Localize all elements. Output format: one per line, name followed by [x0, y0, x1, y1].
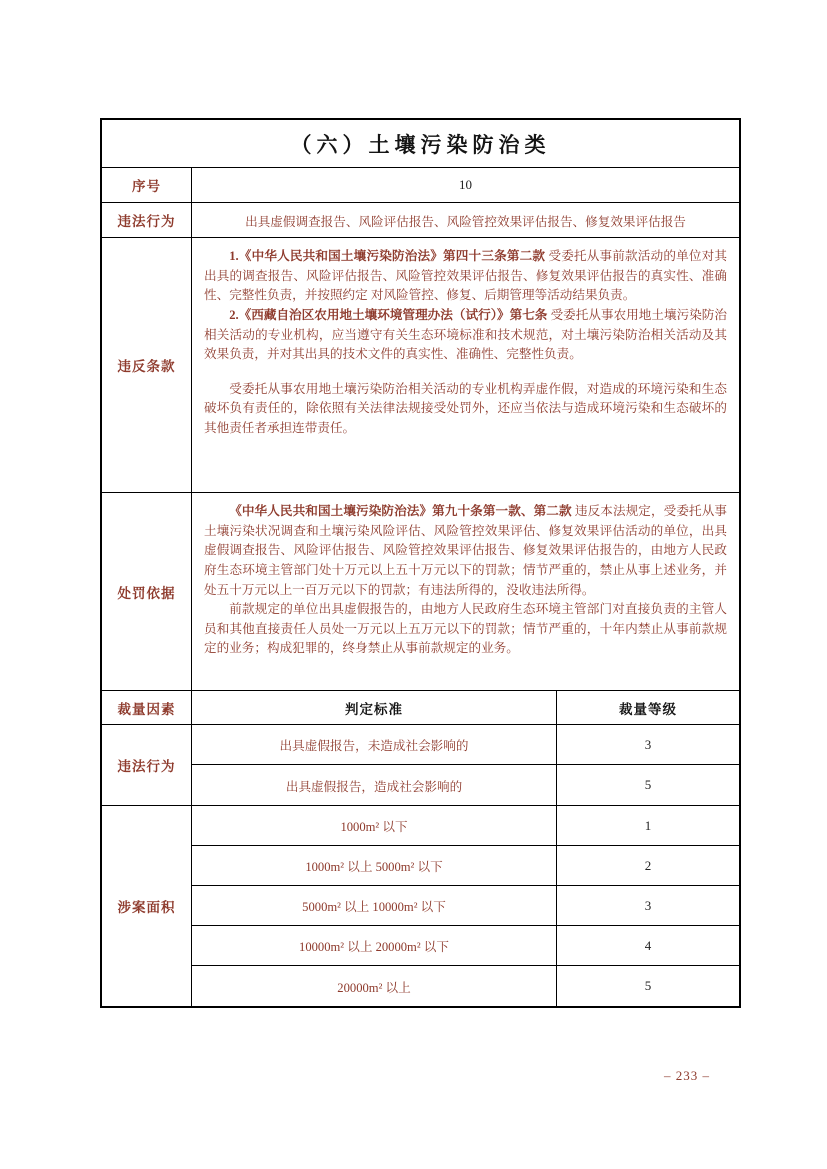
standard-cell: 5000m² 以上 10000m² 以下 [192, 886, 557, 925]
clause-2-body: 受委托从事农用地土壤污染防治相关活动的专业机构，应当遵守有关生态环境标准和技术规范，对土壤污染防治相关活动及其效果负责，并对其出具的技术文件的真实性、准确性、完整性负责。 [204, 307, 727, 362]
discretion-header-row [102, 691, 739, 725]
standard-cell: 出具虚假报告，未造成社会影响的 [192, 725, 557, 764]
penalty-paragraph-2 [204, 600, 727, 659]
page-number: – 233 – [664, 1068, 710, 1083]
grade-cell: 4 [644, 937, 652, 953]
discretion-group-case-area [102, 806, 739, 1006]
grade-cell: 1 [644, 817, 652, 833]
grade-cell: 5 [644, 777, 652, 792]
grade-cell: 3 [644, 736, 652, 752]
serial-value: 10 [459, 177, 472, 192]
discretion-group-illegal-act [102, 725, 739, 806]
penalty-basis-content [192, 493, 739, 690]
clause-paragraph-2 [204, 306, 727, 365]
discretion-row [192, 765, 739, 805]
row-label-serial: 序号 [102, 168, 192, 202]
penalty-paragraph-1 [204, 502, 727, 600]
clause-1-body: 受委托从事前款活动的单位对其出具的调查报告、风险评估报告、风险管控效果评估报告、修复效果评估报告的真实性、准确性、完整性负责，并按照约定 对风险管控、修复、后期管理等活动结果负责。 [204, 249, 727, 303]
standard-cell: 1000m² 以上 5000m² 以下 [192, 846, 557, 885]
grade-cell: 2 [644, 857, 652, 873]
standard-cell: 1000m² 以下 [192, 806, 557, 845]
clause-3-body: 受委托从事农用地土壤污染防治相关活动的专业机构弄虚作假，对造成的环境污染和生态破坏负有责任的，除依照有关法律法规接受处罚外，还应当依法与造成环境污染和生态破坏的其他责任者承担连带责任。 [204, 381, 727, 436]
clause-paragraph-3 [204, 380, 727, 439]
discretion-factor-header: 裁量因素 [102, 691, 192, 724]
discretion-row [192, 725, 739, 765]
discretion-row [192, 926, 739, 966]
standard-cell: 10000m² 以上 20000m² 以下 [192, 926, 557, 965]
row-label-penalty-basis: 处罚依据 [102, 493, 192, 690]
clause-paragraph-1 [204, 247, 727, 306]
standard-cell: 20000m² 以上 [192, 966, 557, 1006]
violated-clause-content [192, 238, 739, 492]
discretion-row [192, 966, 739, 1006]
penalty-1-lead: 《中华人民共和国土壤污染防治法》第九十条第一款、第二款 [229, 504, 572, 518]
violated-clause-row [102, 238, 739, 493]
group-label-case-area: 涉案面积 [102, 806, 192, 1006]
penalty-2-body: 前款规定的单位出具虚假报告的，由地方人民政府生态环境主管部门对直接负责的主管人员和其他直接责任人员处一万元以上五万元以下的罚款；情节严重的，十年内禁止从事前款规定的业务；构成犯罪的，终身禁止从事前款规定的业务。 [204, 602, 727, 656]
row-label-violated-clause: 违反条款 [102, 238, 192, 492]
grade-cell: 3 [644, 897, 652, 913]
discretion-grade-header: 裁量等级 [619, 701, 677, 717]
discretion-row [192, 806, 739, 846]
penalty-basis-row [102, 493, 739, 691]
serial-row [102, 168, 739, 203]
group-label-illegal-act: 违法行为 [102, 725, 192, 805]
discretion-group-rows [192, 806, 739, 1006]
penalty-table [100, 118, 741, 1008]
table-title: （六）土壤污染防治类 [102, 120, 739, 168]
standard-cell: 出具虚假报告，造成社会影响的 [192, 765, 557, 805]
clause-2-lead: 2.《西藏自治区农用地土壤环境管理办法（试行）》第七条 [229, 307, 548, 322]
discretion-standard-header: 判定标准 [192, 691, 557, 724]
discretion-group-rows [192, 725, 739, 805]
discretion-row [192, 886, 739, 926]
grade-cell: 5 [644, 978, 652, 993]
penalty-1-body: 违反本法规定，受委托从事土壤污染状况调查和土壤污染风险评估、风险管控效果评估、修复效果评估活动的单位，出具虚假调查报告、风险评估报告、风险管控效果评估报告、修复效果评估报告的，由地方人民政府生态环境主管部门处十万元以上五十万元以下的罚款；情节严重的，禁止从事上述业务，并处五十万元以上一百万元以下的罚款；有违法所得的，没收违法所得。 [204, 504, 728, 597]
discretion-row [192, 846, 739, 886]
row-label-illegal-act: 违法行为 [102, 203, 192, 237]
clause-1-lead: 1.《中华人民共和国土壤污染防治法》第四十三条第二款 [229, 249, 546, 263]
illegal-act-value: 出具虚假调查报告、风险评估报告、风险管控效果评估报告、修复效果评估报告 [245, 214, 686, 229]
illegal-act-row [102, 203, 739, 238]
